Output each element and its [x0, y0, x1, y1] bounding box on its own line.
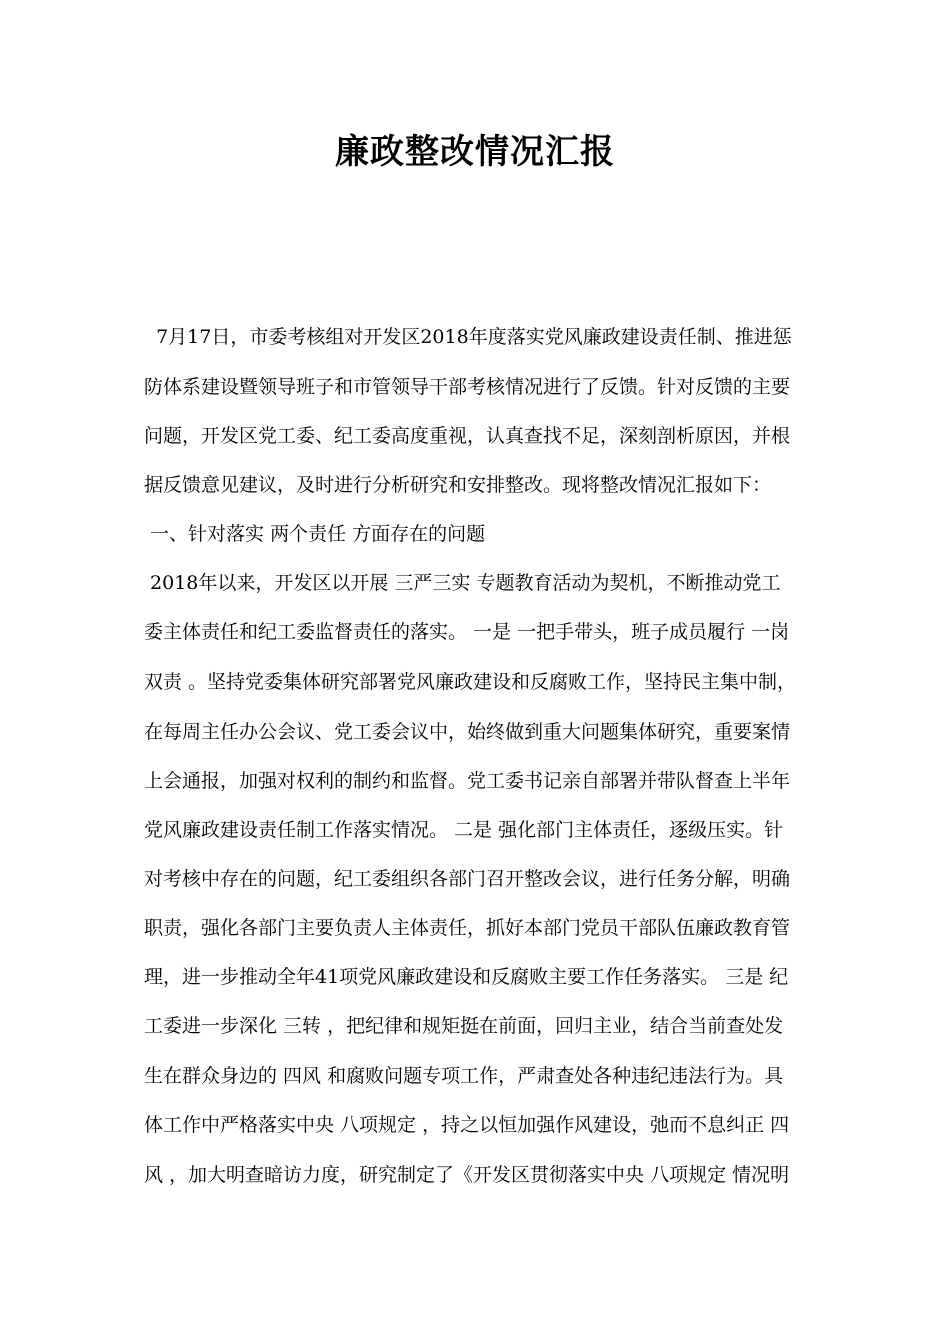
body-line: 对考核中存在的问题，纪工委组织各部门召开整改会议，进行任务分解，明确 [144, 868, 791, 890]
body-line: 生在群众身边的 四风 和腐败问题专项工作，严肃查处各种违纪违法行为。具 [144, 1065, 784, 1087]
body-line: 问题，开发区党工委、纪工委高度重视，认真查找不足，深刻剖析原因，并根 [144, 425, 791, 447]
document-title: 廉政整改情况汇报 [335, 132, 615, 172]
body-line: 风 ，加大明查暗访力度，研究制定了《开发区贯彻落实中央 八项规定 情况明 [144, 1164, 790, 1186]
body-line: 党风廉政建设责任制工作落实情况。 二是 强化部门主体责任，逐级压实。针 [144, 819, 784, 841]
body-line: 职责，强化各部门主要负责人主体责任，抓好本部门党员干部队伍廉政教育管 [144, 917, 791, 939]
body-line: 工委进一步深化 三转 ，把纪律和规矩挺在前面，回归主业，结合当前查处发 [144, 1015, 784, 1037]
body-line: 上会通报，加强对权利的制约和监督。党工委书记亲自部署并带队督查上半年 [144, 770, 791, 792]
section-heading: 一、针对落实 两个责任 方面存在的问题 [144, 523, 486, 545]
body-line: 防体系建设暨领导班子和市管领导干部考核情况进行了反馈。针对反馈的主要 [144, 376, 791, 398]
body-line: 双责 。坚持党委集体研究部署党风廉政建设和反腐败工作，坚持民主集中制， [144, 671, 797, 693]
body-line: 理，进一步推动全年41项党风廉政建设和反腐败主要工作任务落实。 三是 纪 [144, 966, 789, 988]
body-line: 委主体责任和纪工委监督责任的落实。 一是 一把手带头，班子成员履行 一岗 [144, 621, 790, 643]
body-line: 7月17日，市委考核组对开发区2018年度落实党风廉政建设责任制、推进惩 [144, 326, 792, 348]
body-line: 体工作中严格落实中央 八项规定 ，持之以恒加强作风建设，弛而不息纠正 四 [144, 1114, 790, 1136]
body-line: 据反馈意见建议，及时进行分析研究和安排整改。现将整改情况汇报如下： [144, 474, 772, 496]
body-line: 2018年以来，开发区以开展 三严三实 专题教育活动为契机，不断推动党工 [144, 572, 781, 594]
body-line: 在每周主任办公会议、党工委会议中，始终做到重大问题集体研究，重要案情 [144, 721, 791, 743]
